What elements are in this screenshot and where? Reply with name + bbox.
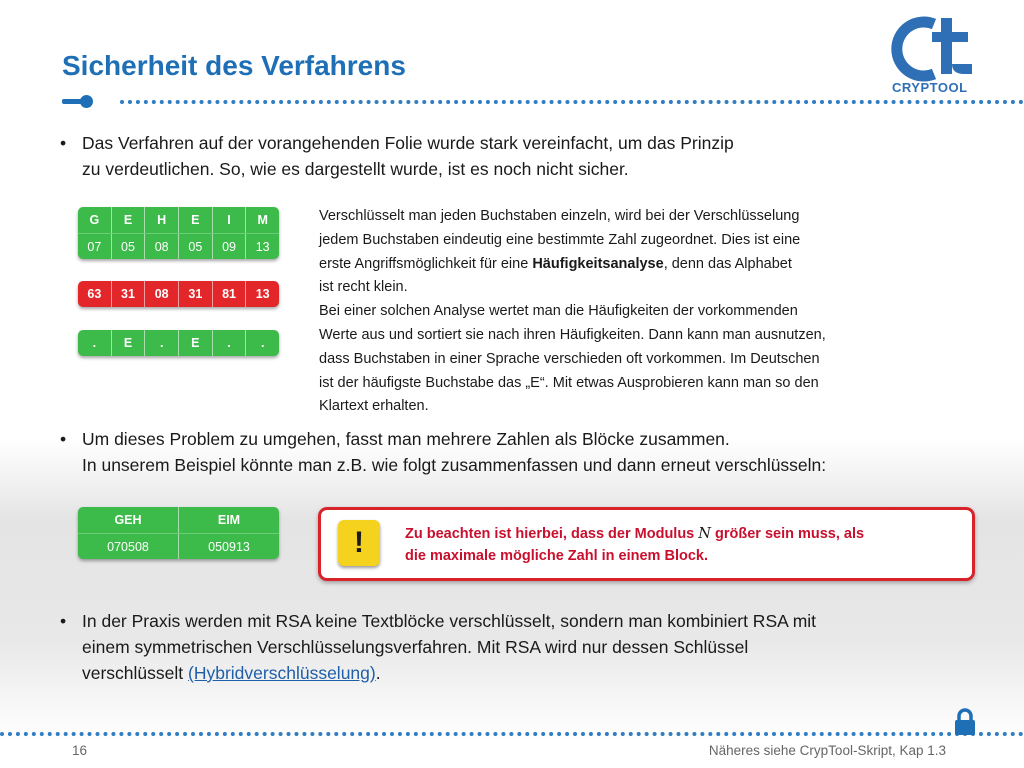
warning-line-2: die maximale mögliche Zahl in einem Block. (405, 548, 708, 564)
bullet-3-text: verschlüsselt (82, 663, 189, 683)
letter-cell: E (111, 207, 145, 233)
block-table (78, 507, 279, 559)
bullet-dot: • (60, 429, 67, 449)
lock-icon (953, 708, 977, 736)
bullet-2-line-1: Um dieses Problem zu umgehen, fasst man mehrere Zahlen als Blöcke zusammen. (82, 429, 730, 449)
explanation-line: dass Buchstaben in einer Sprache verschieden oft vorkommen. Im Deutschen (319, 350, 820, 367)
encrypted-cell: 13 (245, 281, 279, 307)
letter-row (78, 207, 279, 233)
letter-cell: I (212, 207, 246, 233)
footer-reference: Näheres siehe CrypTool-Skript, Kap 1.3 (708, 743, 946, 758)
warning-box (318, 507, 975, 581)
explanation-line (319, 253, 969, 277)
hybrid-encryption-link[interactable]: (Hybridverschlüsselung) (188, 663, 376, 683)
block-letter-cell: GEH (114, 513, 142, 527)
warning-text-part: Zu beachten ist hierbei, dass der Modulus (405, 526, 699, 542)
explanation-line: Bei einer solchen Analyse wertet man die Häufigkeiten der vorkommenden (319, 303, 798, 320)
bullet-dot: • (60, 133, 67, 153)
analysis-cell: . (212, 330, 246, 356)
block-code-cell: 050913 (178, 534, 279, 559)
encrypted-cell: 31 (111, 281, 145, 307)
code-cell: 05 (178, 234, 212, 259)
plaintext-code-table (78, 207, 279, 259)
explanation-line: Werte aus und sortiert sie nach ihren Häufigkeiten. Dann kann man ausnutzen, (319, 326, 826, 343)
bullet-dot: • (60, 611, 67, 631)
explanation-line: Klartext erhalten. (319, 398, 429, 415)
exclamation-icon: ! (338, 520, 380, 566)
analysis-cell: E (111, 330, 145, 356)
explanation-line: ist recht klein. (319, 279, 408, 296)
footer-divider (0, 732, 1024, 736)
explanation-line: Verschlüsselt man jeden Buchstaben einzeln, wird bei der Verschlüsselung (319, 208, 800, 224)
analysis-cell: . (92, 336, 97, 350)
encrypted-cell: 63 (87, 287, 102, 301)
warning-text (405, 523, 864, 567)
block-code-cell: 070508 (107, 539, 149, 554)
block-letter-row (78, 507, 279, 533)
bullet-3-line-1: In der Praxis werden mit RSA keine Textblöcke verschlüsselt, sondern man kombiniert RSA mit (82, 611, 817, 631)
analysis-cell: . (144, 330, 178, 356)
explanation-text: , denn das Alphabet (663, 255, 792, 272)
explanation-line: ist der häufigste Buchstabe das „E“. Mit etwas Ausprobieren kann man so den (319, 374, 819, 391)
analysis-cell: . (245, 330, 279, 356)
explanation-text: erste Angriffsmöglichkeit für eine (319, 255, 533, 272)
frequency-analysis-table (78, 330, 279, 356)
bullet-1-line-1: Das Verfahren auf der vorangehenden Folie wurde stark vereinfacht, um das Prinzip (82, 133, 734, 153)
encrypted-cell: 31 (178, 281, 212, 307)
code-cell: 13 (245, 234, 279, 259)
encrypted-table (78, 281, 279, 307)
encrypted-row (78, 281, 279, 307)
code-cell: 08 (144, 234, 178, 259)
explanation-paragraph (319, 205, 969, 419)
warning-text-part: größer sein muss, als (710, 526, 865, 542)
bullet-3-line-2: einem symmetrischen Verschlüsselungsverfahren. Mit RSA wird nur dessen Schlüssel (82, 637, 749, 657)
bullet-1-line-2: zu verdeutlichen. So, wie es dargestellt wurde, ist es noch nicht sicher. (82, 159, 629, 179)
analysis-cell: E (178, 330, 212, 356)
code-row (78, 233, 279, 259)
slide-title: Sicherheit des Verfahrens (62, 50, 406, 81)
key-icon (80, 95, 93, 108)
header-divider (120, 100, 1024, 104)
letter-cell: M (245, 207, 279, 233)
code-cell: 05 (111, 234, 145, 259)
logo-text: CRYPTOOL (892, 80, 968, 95)
block-letter-cell: EIM (178, 507, 279, 533)
encrypted-cell: 81 (212, 281, 246, 307)
warning-line-1 (405, 523, 864, 545)
modulus-variable: N (698, 526, 711, 542)
bullet-2-line-2: In unserem Beispiel könnte man z.B. wie folgt zusammenfassen und dann erneut verschlüsseln: (82, 455, 827, 475)
letter-cell: H (144, 207, 178, 233)
explanation-line: jedem Buchstaben eindeutig eine bestimmte Zahl zugeordnet. Dies ist eine (319, 231, 801, 248)
letter-cell: G (89, 213, 100, 227)
frequency-analysis-term: Häufigkeitsanalyse (532, 255, 664, 272)
code-cell: 07 (87, 239, 102, 254)
letter-cell: E (178, 207, 212, 233)
analysis-row (78, 330, 279, 356)
page-number: 16 (72, 743, 88, 758)
bullet-3-text: . (375, 663, 381, 683)
encrypted-cell: 08 (144, 281, 178, 307)
code-cell: 09 (212, 234, 246, 259)
bullet-3-line-3 (82, 660, 816, 686)
block-code-row (78, 533, 279, 559)
